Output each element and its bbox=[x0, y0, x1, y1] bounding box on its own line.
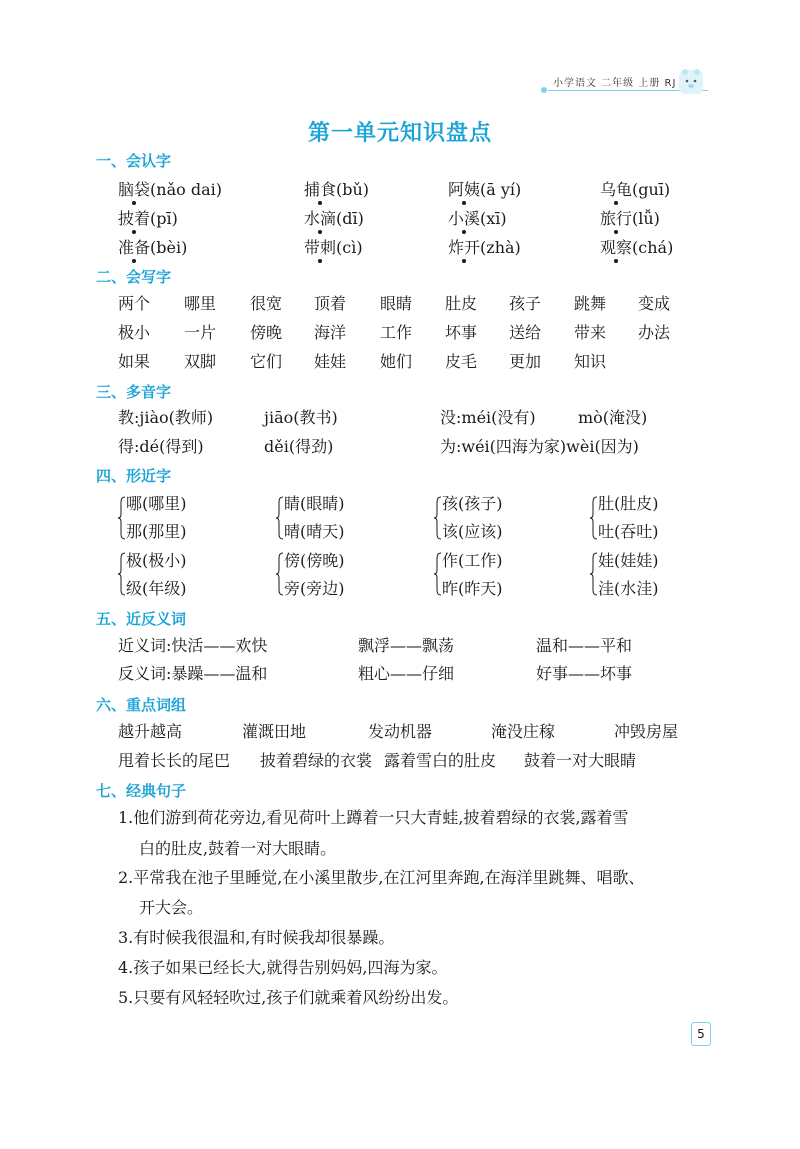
write-word: 变成 bbox=[638, 294, 671, 313]
write-word: 它们 bbox=[250, 352, 283, 371]
recog-item: 披着(pī) bbox=[118, 209, 178, 228]
synonym-line: 近义词:快活——欢快 bbox=[118, 636, 268, 655]
similar-char: 孩(孩子) bbox=[442, 494, 503, 513]
write-word: 办法 bbox=[638, 323, 671, 342]
section-title-3: 三、多音字 bbox=[96, 383, 172, 401]
brace-icon bbox=[276, 496, 284, 540]
write-word: 极小 bbox=[118, 323, 151, 342]
phrase: 鼓着一对大眼睛 bbox=[524, 751, 637, 770]
section-title-6: 六、重点词组 bbox=[96, 696, 187, 714]
brace-icon bbox=[276, 552, 284, 596]
write-word: 跳舞 bbox=[574, 294, 607, 313]
similar-char: 傍(傍晚) bbox=[284, 551, 345, 570]
polyphone-line: 教:jiào(教师) bbox=[118, 408, 214, 427]
write-word: 带来 bbox=[574, 323, 607, 342]
similar-char: 作(工作) bbox=[442, 551, 503, 570]
similar-char: 洼(水洼) bbox=[598, 579, 659, 598]
recog-item: 捕食(bǔ) bbox=[304, 180, 370, 199]
polyphone-line: jiāo(教书) bbox=[264, 408, 338, 427]
section-title-2: 二、会写字 bbox=[96, 268, 172, 286]
similar-char: 哪(哪里) bbox=[126, 494, 187, 513]
similar-char: 极(极小) bbox=[126, 551, 187, 570]
polyphone-line: děi(得劲) bbox=[264, 437, 334, 456]
sentence-line: 白的肚皮,鼓着一对大眼睛。 bbox=[139, 839, 337, 858]
brace-icon bbox=[590, 552, 598, 596]
write-word: 海洋 bbox=[314, 323, 347, 342]
sentence-line: 2.平常我在池子里睡觉,在小溪里散步,在江河里奔跑,在海洋里跳舞、唱歌、 bbox=[118, 868, 645, 887]
section-title-5: 五、近反义词 bbox=[96, 610, 187, 628]
page-number: 5 bbox=[691, 1022, 711, 1046]
brace-icon bbox=[118, 496, 126, 540]
write-word: 哪里 bbox=[184, 294, 217, 313]
phrase: 淹没庄稼 bbox=[491, 722, 556, 741]
brace-icon bbox=[118, 552, 126, 596]
recog-item: 水滴(dī) bbox=[304, 209, 364, 228]
recog-item: 带刺(cì) bbox=[304, 238, 363, 257]
sentence-line: 3.有时候我很温和,有时候我却很暴躁。 bbox=[118, 928, 395, 947]
phrase: 披着碧绿的衣裳 bbox=[260, 751, 373, 770]
similar-char: 肚(肚皮) bbox=[598, 494, 659, 513]
sentence-line: 4.孩子如果已经长大,就得告别妈妈,四海为家。 bbox=[118, 958, 448, 977]
write-word: 眼睛 bbox=[380, 294, 413, 313]
similar-char: 昨(昨天) bbox=[442, 579, 503, 598]
phrase: 露着雪白的肚皮 bbox=[384, 751, 497, 770]
sentence-line: 开大会。 bbox=[139, 898, 204, 917]
similar-char: 级(年级) bbox=[126, 579, 187, 598]
polyphone-line: 为:wéi(四海为家)wèi(因为) bbox=[440, 437, 639, 456]
section-title-1: 一、会认字 bbox=[96, 152, 172, 170]
bear-deco-icon bbox=[677, 66, 705, 96]
phrase: 灌溉田地 bbox=[242, 722, 307, 741]
write-word: 顶着 bbox=[314, 294, 347, 313]
recog-item: 旅行(lǚ) bbox=[600, 209, 660, 228]
write-word: 坏事 bbox=[445, 323, 478, 342]
recog-item: 小溪(xī) bbox=[448, 209, 507, 228]
write-word: 送给 bbox=[509, 323, 542, 342]
antonym-line: 好事——坏事 bbox=[536, 664, 633, 683]
similar-char: 睛(眼睛) bbox=[284, 494, 345, 513]
recog-item: 炸开(zhà) bbox=[448, 238, 521, 257]
write-word: 肚皮 bbox=[445, 294, 478, 313]
header-label: 小学语文 二年级 上册 RJ bbox=[553, 78, 677, 89]
write-word: 很宽 bbox=[250, 294, 283, 313]
page-title: 第一单元知识盘点 bbox=[307, 121, 492, 146]
section-title-4: 四、形近字 bbox=[96, 467, 172, 485]
write-word: 知识 bbox=[574, 352, 607, 371]
antonym-line: 反义词:暴躁——温和 bbox=[118, 664, 268, 683]
recog-item: 准备(bèi) bbox=[118, 238, 188, 257]
recog-item: 阿姨(ā yí) bbox=[448, 180, 522, 199]
synonym-line: 温和——平和 bbox=[536, 636, 633, 655]
polyphone-line: mò(淹没) bbox=[578, 408, 648, 427]
header-dot bbox=[541, 87, 547, 93]
write-word: 她们 bbox=[380, 352, 413, 371]
recog-item: 观察(chá) bbox=[600, 238, 674, 257]
write-word: 更加 bbox=[509, 352, 542, 371]
recog-item: 乌龟(guī) bbox=[600, 180, 671, 199]
similar-char: 该(应该) bbox=[442, 522, 503, 541]
write-word: 两个 bbox=[118, 294, 151, 313]
write-word: 孩子 bbox=[509, 294, 542, 313]
similar-char: 那(那里) bbox=[126, 522, 187, 541]
polyphone-line: 得:dé(得到) bbox=[118, 437, 204, 456]
write-word: 如果 bbox=[118, 352, 151, 371]
phrase: 发动机器 bbox=[368, 722, 433, 741]
write-word: 双脚 bbox=[184, 352, 217, 371]
synonym-line: 飘浮——飘荡 bbox=[358, 636, 455, 655]
write-word: 一片 bbox=[184, 323, 217, 342]
sentence-line: 5.只要有风轻轻吹过,孩子们就乘着风纷纷出发。 bbox=[118, 988, 459, 1007]
similar-char: 吐(吞吐) bbox=[598, 522, 659, 541]
recog-item: 脑袋(nǎo dai) bbox=[118, 180, 222, 199]
similar-char: 旁(旁边) bbox=[284, 579, 345, 598]
similar-char: 娃(娃娃) bbox=[598, 551, 659, 570]
brace-icon bbox=[434, 552, 442, 596]
phrase: 越升越高 bbox=[118, 722, 183, 741]
brace-icon bbox=[434, 496, 442, 540]
section-title-7: 七、经典句子 bbox=[96, 782, 187, 800]
write-word: 傍晚 bbox=[250, 323, 283, 342]
write-word: 娃娃 bbox=[314, 352, 347, 371]
sentence-line: 1.他们游到荷花旁边,看见荷叶上蹲着一只大青蛙,披着碧绿的衣裳,露着雪 bbox=[118, 808, 629, 827]
phrase: 冲毁房屋 bbox=[614, 722, 679, 741]
write-word: 工作 bbox=[380, 323, 413, 342]
phrase: 甩着长长的尾巴 bbox=[118, 751, 231, 770]
brace-icon bbox=[590, 496, 598, 540]
similar-char: 晴(晴天) bbox=[284, 522, 345, 541]
antonym-line: 粗心——仔细 bbox=[358, 664, 455, 683]
write-word: 皮毛 bbox=[445, 352, 478, 371]
polyphone-line: 没:méi(没有) bbox=[440, 408, 536, 427]
